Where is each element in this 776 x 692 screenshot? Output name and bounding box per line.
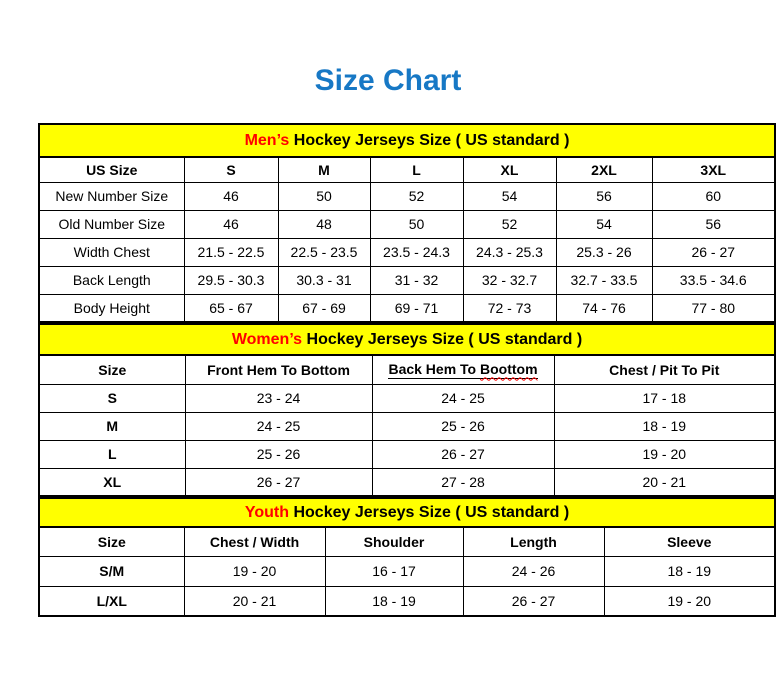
column-header: Sleeve — [604, 527, 775, 556]
table-cell: 56 — [556, 182, 652, 210]
table-cell: 24 - 25 — [185, 412, 372, 440]
row-label: XL — [39, 468, 185, 496]
row-label: S — [39, 384, 185, 412]
table-cell: 52 — [463, 210, 556, 238]
column-header: Size — [39, 355, 185, 384]
column-header: M — [278, 157, 370, 182]
table-cell: 25 - 26 — [372, 412, 554, 440]
table-cell: 50 — [278, 182, 370, 210]
table-cell: 52 — [370, 182, 463, 210]
womens-table-banner — [39, 324, 775, 355]
size-tables — [38, 123, 774, 617]
table-cell: 23.5 - 24.3 — [370, 238, 463, 266]
table-cell: 50 — [370, 210, 463, 238]
column-header: XL — [463, 157, 556, 182]
table-row — [39, 384, 775, 412]
table-cell: 77 - 80 — [652, 294, 775, 322]
table-cell: 32 - 32.7 — [463, 266, 556, 294]
table-cell: 18 - 19 — [604, 556, 775, 586]
mens-banner-row — [39, 124, 775, 157]
table-cell: 33.5 - 34.6 — [652, 266, 775, 294]
table-row — [39, 468, 775, 496]
table-cell: 20 - 21 — [184, 586, 325, 616]
row-label: New Number Size — [39, 182, 184, 210]
table-cell: 67 - 69 — [278, 294, 370, 322]
youth-header-row — [39, 527, 775, 556]
column-header: Chest / Width — [184, 527, 325, 556]
column-header: L — [370, 157, 463, 182]
column-header-underlined — [372, 355, 554, 384]
table-cell: 31 - 32 — [370, 266, 463, 294]
table-row — [39, 294, 775, 322]
column-header: Chest / Pit To Pit — [554, 355, 775, 384]
table-cell: 19 - 20 — [184, 556, 325, 586]
youth-banner-row — [39, 498, 775, 527]
table-row — [39, 266, 775, 294]
table-cell: 19 - 20 — [604, 586, 775, 616]
row-label: L — [39, 440, 185, 468]
mens-banner-text: Hockey Jerseys Size ( US standard ) — [289, 131, 570, 149]
table-cell: 24 - 25 — [372, 384, 554, 412]
table-cell: 60 — [652, 182, 775, 210]
misspelled-word: Boottom — [480, 360, 538, 377]
column-header: Front Hem To Bottom — [185, 355, 372, 384]
table-cell: 23 - 24 — [185, 384, 372, 412]
mens-banner-highlight: Men’s — [244, 131, 290, 149]
row-label: Body Height — [39, 294, 184, 322]
womens-size-table — [38, 323, 776, 497]
table-cell: 26 - 27 — [463, 586, 604, 616]
table-row — [39, 238, 775, 266]
table-cell: 69 - 71 — [370, 294, 463, 322]
table-cell: 21.5 - 22.5 — [184, 238, 278, 266]
table-cell: 24 - 26 — [463, 556, 604, 586]
column-header: 2XL — [556, 157, 652, 182]
table-cell: 19 - 20 — [554, 440, 775, 468]
table-row — [39, 440, 775, 468]
mens-table-banner — [39, 124, 775, 157]
underlined-header-text — [388, 362, 537, 379]
table-cell: 25.3 - 26 — [556, 238, 652, 266]
table-cell: 54 — [463, 182, 556, 210]
column-header: Length — [463, 527, 604, 556]
column-header: Shoulder — [325, 527, 463, 556]
table-cell: 20 - 21 — [554, 468, 775, 496]
table-cell: 27 - 28 — [372, 468, 554, 496]
column-header: S — [184, 157, 278, 182]
mens-size-table — [38, 123, 776, 323]
header-text-prefix: Back Hem To — [388, 360, 480, 377]
table-cell: 26 - 27 — [652, 238, 775, 266]
page-title: Size Chart — [314, 64, 462, 97]
table-row — [39, 412, 775, 440]
table-cell: 25 - 26 — [185, 440, 372, 468]
table-cell: 26 - 27 — [185, 468, 372, 496]
table-row — [39, 182, 775, 210]
row-label: M — [39, 412, 185, 440]
table-row — [39, 210, 775, 238]
womens-banner-text: Hockey Jerseys Size ( US standard ) — [302, 330, 583, 348]
table-cell: 22.5 - 23.5 — [278, 238, 370, 266]
table-row — [39, 556, 775, 586]
womens-header-row — [39, 355, 775, 384]
table-row — [39, 586, 775, 616]
womens-banner-row — [39, 324, 775, 355]
youth-banner-highlight: Youth — [244, 503, 290, 521]
table-cell: 46 — [184, 182, 278, 210]
table-cell: 30.3 - 31 — [278, 266, 370, 294]
column-header: US Size — [39, 157, 184, 182]
table-cell: 32.7 - 33.5 — [556, 266, 652, 294]
table-cell: 46 — [184, 210, 278, 238]
youth-table-banner — [39, 498, 775, 527]
column-header: 3XL — [652, 157, 775, 182]
table-cell: 18 - 19 — [325, 586, 463, 616]
row-label: S/M — [39, 556, 184, 586]
row-label: L/XL — [39, 586, 184, 616]
table-cell: 72 - 73 — [463, 294, 556, 322]
youth-banner-text: Hockey Jerseys Size ( US standard ) — [289, 503, 570, 521]
row-label: Old Number Size — [39, 210, 184, 238]
table-cell: 24.3 - 25.3 — [463, 238, 556, 266]
womens-banner-highlight: Women’s — [231, 330, 303, 348]
row-label: Width Chest — [39, 238, 184, 266]
table-cell: 16 - 17 — [325, 556, 463, 586]
youth-size-table — [38, 497, 776, 617]
table-cell: 48 — [278, 210, 370, 238]
table-cell: 29.5 - 30.3 — [184, 266, 278, 294]
row-label: Back Length — [39, 266, 184, 294]
table-cell: 54 — [556, 210, 652, 238]
mens-header-row — [39, 157, 775, 182]
table-cell: 17 - 18 — [554, 384, 775, 412]
table-cell: 65 - 67 — [184, 294, 278, 322]
table-cell: 26 - 27 — [372, 440, 554, 468]
table-cell: 18 - 19 — [554, 412, 775, 440]
table-cell: 74 - 76 — [556, 294, 652, 322]
column-header: Size — [39, 527, 184, 556]
table-cell: 56 — [652, 210, 775, 238]
